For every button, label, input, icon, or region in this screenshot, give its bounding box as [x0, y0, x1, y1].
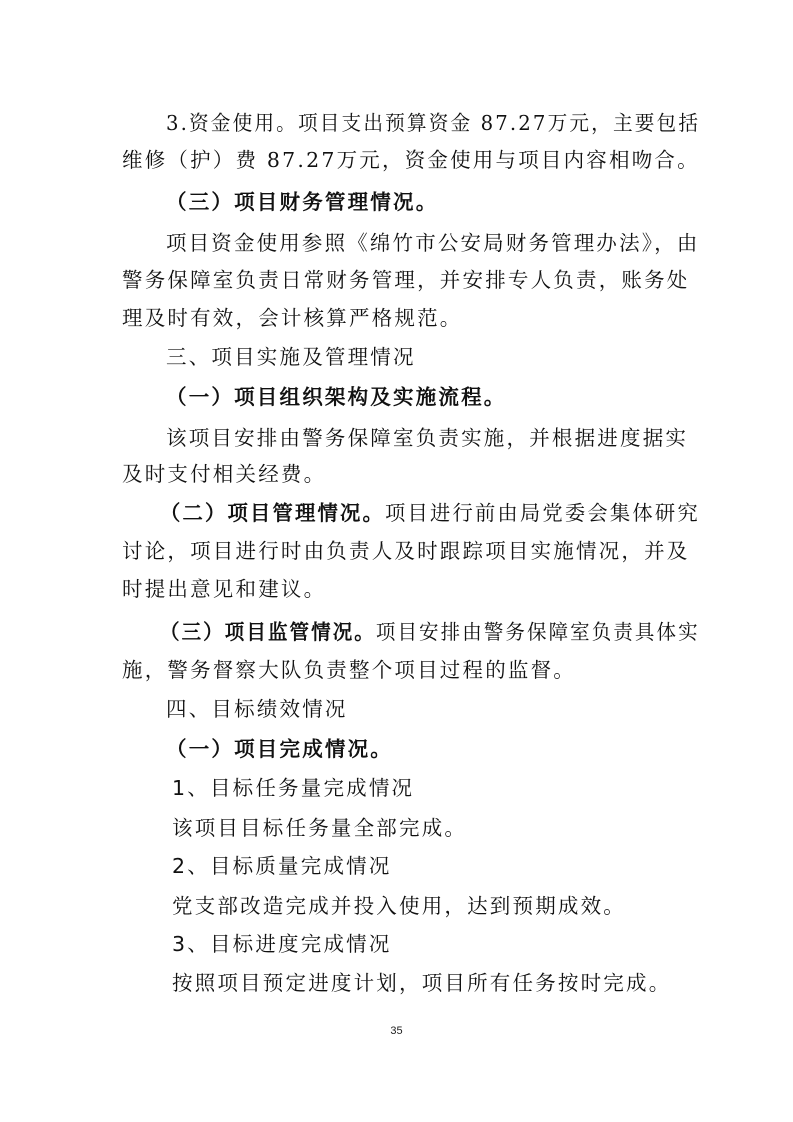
paragraph-line: [160, 617, 700, 647]
subsection-heading: 1、目标任务量完成情况: [172, 776, 415, 800]
paragraph-line: 讨论，项目进行时由负责人及时跟踪项目实施情况，并及: [122, 539, 690, 563]
paragraph-line: 理及时有效，会计核算严格规范。: [122, 306, 463, 330]
paragraph-line: [160, 498, 700, 528]
section-heading: （一）项目组织架构及实施流程。: [166, 385, 507, 409]
paragraph-line: 党支部改造完成并投入使用，达到预期成效。: [172, 894, 626, 918]
paragraph-text: 项目安排由警务保障室负责具体实: [375, 620, 700, 644]
subsection-heading: 3、目标进度完成情况: [172, 932, 392, 956]
paragraph-line: 警务保障室负责日常财务管理，并安排专人负责，账务处: [122, 268, 690, 292]
paragraph-line: 按照项目预定进度计划，项目所有任务按时完成。: [172, 971, 672, 995]
chapter-heading: 四、目标绩效情况: [166, 697, 348, 721]
paragraph-line: 该项目目标任务量全部完成。: [172, 816, 468, 840]
paragraph-line: 3.资金使用。项目支出预算资金 87.27万元，主要包括: [166, 111, 701, 135]
section-heading: （一）项目完成情况。: [166, 737, 393, 761]
paragraph-line: 及时支付相关经费。: [122, 462, 327, 486]
inline-heading: （二）项目管理情况。: [160, 501, 385, 525]
page-number: 35: [390, 1025, 403, 1037]
inline-heading: （三）项目监管情况。: [160, 620, 376, 644]
paragraph-line: 项目资金使用参照《绵竹市公安局财务管理办法》，由: [166, 231, 700, 255]
paragraph-line: 时提出意见和建议。: [122, 577, 327, 601]
paragraph-line: 该项目安排由警务保障室负责实施，并根据进度据实: [166, 426, 689, 450]
paragraph-line: 维修（护）费 87.27万元，资金使用与项目内容相吻合。: [122, 148, 700, 172]
section-heading: （三）项目财务管理情况。: [166, 190, 439, 214]
paragraph-line: 施，警务督察大队负责整个项目过程的监督。: [122, 658, 576, 682]
subsection-heading: 2、目标质量完成情况: [172, 854, 392, 878]
chapter-heading: 三、项目实施及管理情况: [166, 345, 416, 369]
paragraph-text: 项目进行前由局党委会集体研究: [384, 501, 700, 525]
